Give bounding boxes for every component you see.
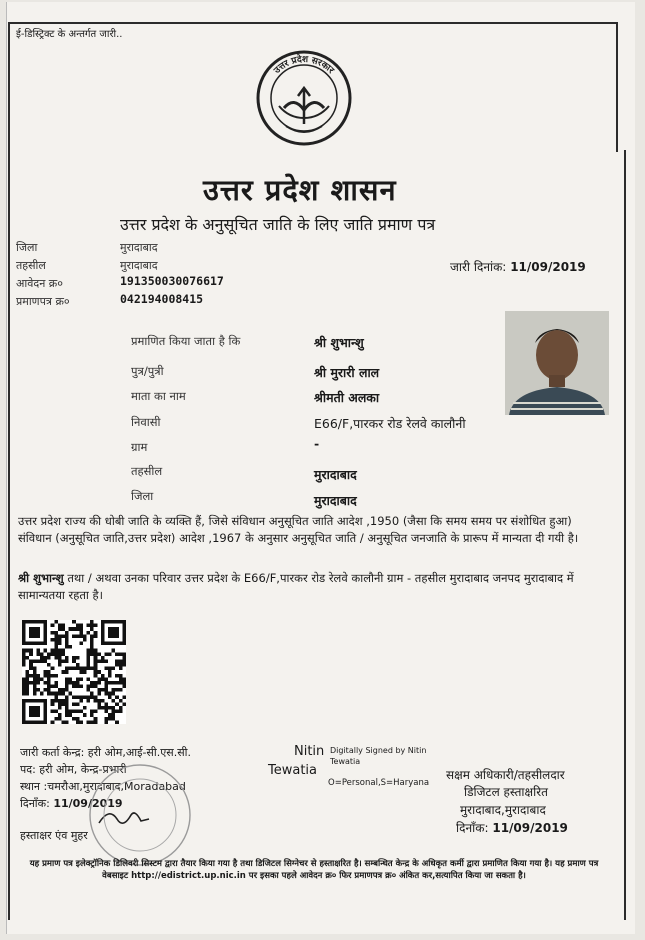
detail-value-district: मुरादाबाद xyxy=(314,493,357,508)
authority-date xyxy=(456,819,568,836)
issuer-date-label: दिनाँक: xyxy=(20,797,50,810)
detail-value-mother: श्रीमती अलका xyxy=(314,390,380,405)
issue-date xyxy=(450,258,586,275)
issuer-in-charge: पद: हरी ओम, केन्द्र-प्रभारी xyxy=(20,763,127,776)
detail-value-village: - xyxy=(314,436,320,451)
authority-location: मुरादाबाद,मुरादाबाद xyxy=(460,803,546,817)
residence-paragraph xyxy=(18,570,608,604)
digital-sign-signed-by-2: Tewatia xyxy=(330,757,361,766)
digital-sign-name-1: Nitin xyxy=(294,744,325,759)
certificate-number: 042194008415 xyxy=(120,292,204,306)
detail-value-tehsil: मुरादाबाद xyxy=(314,467,357,482)
detail-value-address: E66/F,पारकर रोड रेलवे कालौनी xyxy=(314,416,466,431)
detail-label: तहसील xyxy=(131,464,163,478)
page-title: उत्तर प्रदेश शासन xyxy=(203,173,397,207)
issue-date-value: 11/09/2019 xyxy=(510,260,586,274)
digital-sign-name-2: Tewatia xyxy=(268,763,318,778)
tehsil-value: मुरादाबाद xyxy=(120,259,158,272)
district-value: मुरादाबाद xyxy=(120,241,158,254)
caste-declaration-paragraph: उत्तर प्रदेश राज्य की धोबी जाति के व्यक्ति हैं, जिसे संविधान अनुसूचित जाति आदेश ,1950 (जैसा कि समय समय पर संशोधित हुआ) संविधान (अनुसूचित जाति,उत्तर प्रदेश) आदेश ,1967 के अनुसार अनुसूचित जाति / अनुसूचित जनजाति के प्रारूप में मान्यता दी गयी है। xyxy=(18,514,579,545)
applicant-photo xyxy=(505,311,609,415)
residence-text: तथा / अथवा उनका परिवार उत्तर प्रदेश के E66/F,पारकर रोड रेलवे कालौनी ग्राम - तहसील मुरादाबाद जनपद मुरादाबाद में सामान्यतया रहता है। xyxy=(18,571,574,602)
issuer-center: जारी कर्ता केन्द्र: हरी ओम,आई-सी.एस.सी. xyxy=(20,746,192,759)
emblem-text: उत्तर प्रदेश सरकार xyxy=(272,54,336,76)
qr-code xyxy=(22,620,126,724)
up-govt-emblem xyxy=(254,48,354,148)
detail-value-name: श्री शुभान्शु xyxy=(314,335,364,350)
district-label: जिला xyxy=(16,241,38,254)
footer-note: यह प्रमाण पत्र इलेक्ट्रॉनिक डिलिवरी सिस्टम द्वारा तैयार किया गया है तथा डिजिटल सिग्नेचर से हस्ताक्षरित है। सम्बन्धित केन्द्र के अधिकृत कर्मी द्वारा प्रमाणित किया गया है। यह प्रमाण पत्र वेबसाइट http://edistrict.up.nic.in पर इसका पहले आवेदन क्र० फिर प्रमाणपत्र क्र० अंकित कर,सत्यापित किया जा सकता है। xyxy=(29,859,599,881)
issuer-place: स्थान :चमरौआ,मुरादाबाद,Moradabad xyxy=(20,780,186,793)
certificate-label: प्रमाणपत्र क्र० xyxy=(16,295,70,308)
page-subtitle: उत्तर प्रदेश के अनुसूचित जाति के लिए जाति प्रमाण पत्र xyxy=(120,215,436,234)
detail-label: प्रमाणित किया जाता है कि xyxy=(131,334,241,348)
detail-label: जिला xyxy=(131,489,154,503)
digital-sign-signed-by: Digitally Signed by Nitin xyxy=(330,746,427,755)
issue-date-label: जारी दिनांक: xyxy=(450,260,507,274)
detail-value-parent: श्री मुरारी लाल xyxy=(314,365,380,380)
authority-digital-signed: डिजिटल हस्ताक्षरित xyxy=(464,785,548,799)
signature-label: हस्ताक्षर एंव मुहर xyxy=(20,829,88,842)
residence-name: श्री शुभान्शु xyxy=(18,571,64,585)
tehsil-label: तहसील xyxy=(16,259,46,272)
digital-sign-details: O=Personal,S=Haryana xyxy=(328,778,430,788)
authority-title: सक्षम अधिकारी/तहसीलदार xyxy=(446,768,565,782)
authority-date-value: 11/09/2019 xyxy=(492,821,568,835)
detail-label: ग्राम xyxy=(131,440,148,454)
detail-label: माता का नाम xyxy=(131,389,186,403)
authority-date-label: दिनाँक: xyxy=(456,821,489,835)
detail-label: निवासी xyxy=(131,415,161,429)
detail-label: पुत्र/पुत्री xyxy=(131,364,164,378)
application-number: 191350030076617 xyxy=(120,274,224,288)
top-note: ई-डिस्ट्रिक्ट के अन्तर्गत जारी.. xyxy=(16,29,123,40)
application-label: आवेदन क्र० xyxy=(16,277,63,290)
office-seal xyxy=(85,760,195,870)
issuer-date-value: 11/09/2019 xyxy=(53,797,123,810)
